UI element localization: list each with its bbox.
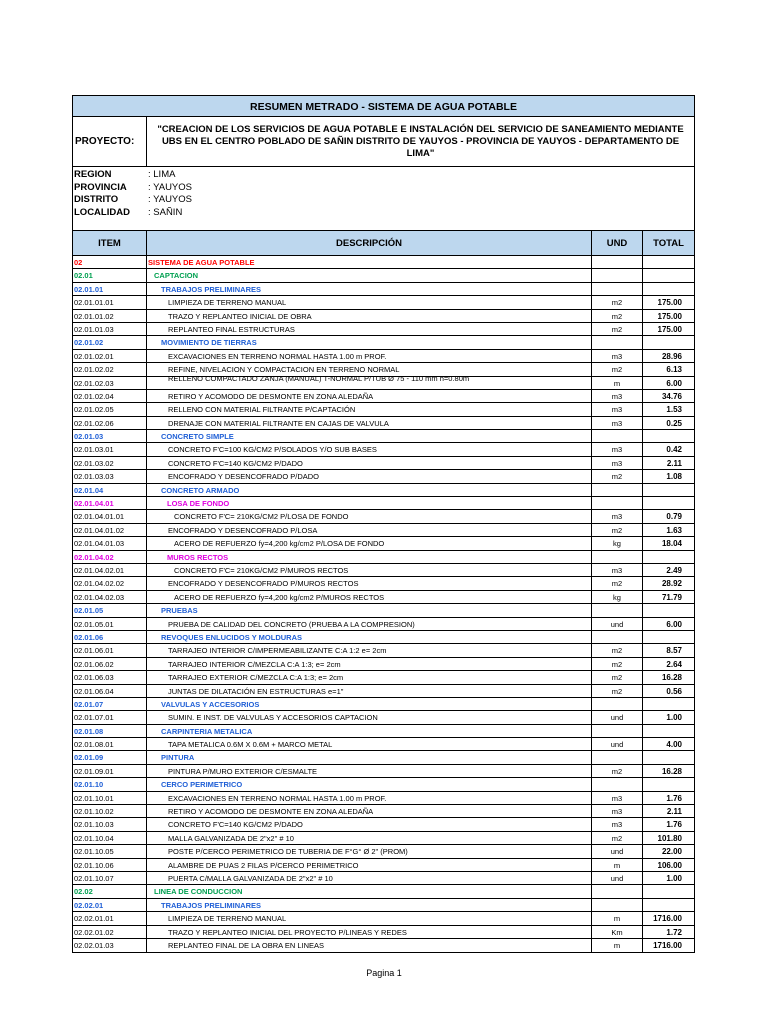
- table-row: [73, 377, 694, 390]
- cell-item: 02.01.03.02: [73, 457, 147, 469]
- description-text: RELLENO COMPACTADO ZANJA (MANUAL) T-NORMAL P/TUB Ø 75 - 110 mm h=0.80m: [168, 376, 470, 383]
- cell-item: 02.02.01.02: [73, 926, 147, 938]
- cell-item: 02.01.02.04: [73, 390, 147, 402]
- cell-item: 02.01.05: [73, 604, 147, 616]
- cell-total: 1.00: [666, 713, 682, 723]
- table-row: [73, 765, 694, 778]
- table-row: [73, 671, 694, 684]
- cell-unit: und: [592, 738, 643, 750]
- table-row: [73, 885, 694, 898]
- location-value: : LIMA: [148, 169, 176, 180]
- header-description: DESCRIPCIÓN: [147, 231, 592, 255]
- metrado-sheet: [72, 95, 695, 953]
- table-row: [73, 484, 694, 497]
- cell-item: 02.01.09: [73, 751, 147, 763]
- cell-total: 71.79: [661, 592, 682, 602]
- cell-item: 02.01.01.01: [73, 296, 147, 308]
- cell-total: 175.00: [657, 298, 682, 308]
- cell-total: [643, 778, 694, 790]
- cell-description: LIMPIEZA DE TERRENO MANUAL: [147, 912, 592, 924]
- cell-item: 02.01.06.02: [73, 658, 147, 670]
- cell-description: MALLA GALVANIZADA DE 2"x2" # 10: [147, 832, 592, 844]
- cell-description: PINTURA: [147, 751, 592, 763]
- cell-total: 1716.00: [653, 914, 682, 924]
- table-row: [73, 564, 694, 577]
- cell-item: 02.01.01.03: [73, 323, 147, 335]
- cell-unit: [592, 484, 643, 496]
- cell-unit: m2: [592, 470, 643, 482]
- table-row: [73, 926, 694, 939]
- header-total: TOTAL: [653, 237, 684, 249]
- cell-total: 1716.00: [653, 940, 682, 950]
- cell-description: REPLANTEO FINAL DE LA OBRA EN LINEAS: [147, 939, 592, 952]
- cell-total: 2.49: [666, 565, 682, 575]
- cell-description: CERCO PERIMETRICO: [147, 778, 592, 790]
- cell-description: CARPINTERIA METALICA: [147, 725, 592, 737]
- table-row: [73, 685, 694, 698]
- table-row: [73, 751, 694, 764]
- table-row: [73, 939, 694, 952]
- cell-unit: und: [592, 618, 643, 630]
- table-row: [73, 725, 694, 738]
- cell-description: TARRAJEO EXTERIOR C/MEZCLA C:A 1:3; e= 2cm: [147, 671, 592, 683]
- cell-unit: [592, 899, 643, 911]
- location-block: [72, 167, 695, 231]
- cell-unit: [592, 336, 643, 348]
- cell-total: 2.11: [666, 807, 682, 817]
- table-body: [72, 256, 695, 953]
- cell-total: [643, 269, 694, 281]
- cell-unit: m: [592, 912, 643, 924]
- cell-item: 02.01.04.01.03: [73, 537, 147, 549]
- table-row: [73, 845, 694, 858]
- cell-description: CONCRETO F'C= 210KG/CM2 P/LOSA DE FONDO: [147, 510, 592, 522]
- cell-unit: m2: [592, 310, 643, 322]
- cell-item: 02.01.03: [73, 430, 147, 442]
- cell-description: ACERO DE REFUERZO fy=4,200 kg/cm2 P/MUROS RECTOS: [147, 591, 592, 603]
- cell-item: 02.01.04.01: [73, 497, 147, 509]
- cell-total: 1.76: [666, 820, 682, 830]
- cell-unit: m2: [592, 577, 643, 589]
- table-row: [73, 818, 694, 831]
- cell-description: SUMIN. E INST. DE VALVULAS Y ACCESORIOS CAPTACION: [147, 711, 592, 723]
- cell-total: [643, 751, 694, 763]
- cell-unit: m: [592, 377, 643, 389]
- cell-total: 34.76: [661, 391, 682, 401]
- table-row: [73, 618, 694, 631]
- cell-total: 101.80: [657, 833, 682, 843]
- sheet-title: RESUMEN METRADO - SISTEMA DE AGUA POTABLE: [72, 95, 695, 117]
- cell-unit: m3: [592, 417, 643, 429]
- table-row: [73, 256, 694, 269]
- cell-unit: und: [592, 845, 643, 857]
- location-key: PROVINCIA: [74, 181, 127, 193]
- cell-total: 2.11: [666, 458, 682, 468]
- cell-total: 0.25: [666, 418, 682, 428]
- cell-description: TAPA METALICA 0.6M X 0.6M + MARCO METAL: [147, 738, 592, 750]
- table-row: [73, 778, 694, 791]
- cell-unit: m3: [592, 457, 643, 469]
- cell-unit: m2: [592, 524, 643, 536]
- cell-description: CONCRETO F'C=140 KG/CM2 P/DADO: [147, 818, 592, 830]
- cell-unit: [592, 551, 643, 563]
- project-text: "CREACION DE LOS SERVICIOS DE AGUA POTABLE E INSTALACIÓN DEL SERVICIO DE SANEAMIENTO MEDIANTE UBS EN EL CENTRO POBLADO DE SAÑIN DISTRITO DE YAUYOS - PROVINCIA DE YAUYOS - DEPARTAMENTO DE LIMA": [157, 123, 684, 159]
- cell-description: [147, 377, 592, 389]
- cell-item: 02.01.08.01: [73, 738, 147, 750]
- cell-item: 02.01.02: [73, 336, 147, 348]
- cell-unit: m2: [592, 671, 643, 683]
- cell-total: 1.63: [666, 525, 682, 535]
- cell-total: [643, 604, 694, 616]
- cell-unit: [592, 430, 643, 442]
- cell-item: 02.01.10.02: [73, 805, 147, 817]
- cell-unit: und: [592, 872, 643, 884]
- cell-item: 02.01.01.02: [73, 310, 147, 322]
- cell-item: 02.02.01: [73, 899, 147, 911]
- cell-description: ALAMBRE DE PUAS 2 FILAS P/CERCO PERIMETRICO: [147, 859, 592, 871]
- table-row: [73, 417, 694, 430]
- cell-description: ACERO DE REFUERZO fy=4,200 kg/cm2 P/LOSA DE FONDO: [147, 537, 592, 549]
- cell-total: 6.13: [666, 365, 682, 375]
- cell-description: LINEA DE CONDUCCION: [147, 885, 592, 897]
- table-row: [73, 658, 694, 671]
- cell-description: ENCOFRADO Y DESENCOFRADO P/DADO: [147, 470, 592, 482]
- cell-unit: m3: [592, 792, 643, 804]
- cell-total: 0.56: [666, 686, 682, 696]
- cell-item: 02.01.08: [73, 725, 147, 737]
- cell-total: [643, 336, 694, 348]
- cell-total: [643, 256, 694, 268]
- cell-unit: m3: [592, 564, 643, 576]
- cell-unit: [592, 283, 643, 295]
- cell-total: 1.08: [666, 472, 682, 482]
- cell-unit: [592, 698, 643, 710]
- cell-item: 02.01.04: [73, 484, 147, 496]
- cell-unit: m: [592, 859, 643, 871]
- cell-unit: [592, 497, 643, 509]
- table-row: [73, 551, 694, 564]
- table-row: [73, 591, 694, 604]
- location-value: : SAÑIN: [148, 206, 183, 218]
- cell-total: [643, 283, 694, 295]
- cell-unit: m3: [592, 403, 643, 415]
- cell-item: 02.01.10.04: [73, 832, 147, 844]
- table-row: [73, 698, 694, 711]
- cell-item: 02.02.01.01: [73, 912, 147, 924]
- cell-unit: m2: [592, 765, 643, 777]
- cell-unit: und: [592, 711, 643, 723]
- cell-unit: m: [592, 939, 643, 952]
- cell-item: 02.01.04.02.03: [73, 591, 147, 603]
- cell-description: TRABAJOS PRELIMINARES: [147, 283, 592, 295]
- cell-item: 02.01.09.01: [73, 765, 147, 777]
- cell-total: 18.04: [661, 539, 682, 549]
- table-row: [73, 537, 694, 550]
- cell-description: MUROS RECTOS: [147, 551, 592, 563]
- cell-unit: m3: [592, 350, 643, 362]
- table-row: [73, 711, 694, 724]
- cell-description: CAPTACION: [147, 269, 592, 281]
- project-label: PROYECTO:: [73, 117, 147, 166]
- cell-unit: m3: [592, 805, 643, 817]
- cell-item: 02.01.04.02.02: [73, 577, 147, 589]
- cell-description: PRUEBA DE CALIDAD DEL CONCRETO (PRUEBA A LA COMPRESION): [147, 618, 592, 630]
- cell-description: POSTE P/CERCO PERIMETRICO DE TUBERIA DE F°G° Ø 2" (PROM): [147, 845, 592, 857]
- table-row: [73, 631, 694, 644]
- cell-item: 02.01.02.01: [73, 350, 147, 362]
- table-row: [73, 283, 694, 296]
- cell-description: SISTEMA DE AGUA POTABLE: [147, 256, 592, 268]
- cell-item: 02.01: [73, 269, 147, 281]
- table-row: [73, 390, 694, 403]
- location-row: [73, 169, 694, 182]
- cell-item: 02.01.06: [73, 631, 147, 643]
- table-row: [73, 644, 694, 657]
- cell-description: LOSA DE FONDO: [147, 497, 592, 509]
- cell-unit: m2: [592, 685, 643, 697]
- table-row: [73, 738, 694, 751]
- cell-unit: m3: [592, 390, 643, 402]
- cell-item: 02.01.02.05: [73, 403, 147, 415]
- header-unit: UND: [592, 231, 643, 255]
- cell-item: 02.01.10.07: [73, 872, 147, 884]
- cell-description: CONCRETO F'C= 210KG/CM2 P/MUROS RECTOS: [147, 564, 592, 576]
- location-value: : YAUYOS: [148, 181, 192, 193]
- cell-item: 02: [73, 256, 147, 268]
- cell-item: 02.01.04.01.01: [73, 510, 147, 522]
- table-row: [73, 269, 694, 282]
- location-key: DISTRITO: [74, 194, 119, 205]
- cell-description: PUERTA C/MALLA GALVANIZADA DE 2"x2" # 10: [147, 872, 592, 884]
- cell-description: TARRAJEO INTERIOR C/IMPERMEABILIZANTE C:A 1:2 e= 2cm: [147, 644, 592, 656]
- cell-item: 02.01.04.02.01: [73, 564, 147, 576]
- cell-total: [643, 885, 694, 897]
- cell-total: 6.00: [666, 619, 682, 629]
- cell-item: 02.01.02.03: [73, 377, 147, 389]
- cell-total: 0.79: [666, 512, 682, 522]
- cell-item: 02.01.10: [73, 778, 147, 790]
- cell-item: 02.01.06.03: [73, 671, 147, 683]
- table-row: [73, 832, 694, 845]
- cell-item: 02.01.04.02: [73, 551, 147, 563]
- cell-total: 6.00: [666, 378, 682, 388]
- cell-total: 106.00: [657, 860, 682, 870]
- cell-total: 1.72: [666, 927, 682, 937]
- cell-description: RETIRO Y ACOMODO DE DESMONTE EN ZONA ALEDAÑA: [147, 390, 592, 402]
- cell-description: TARRAJEO INTERIOR C/MEZCLA C:A 1:3; e= 2cm: [147, 658, 592, 670]
- cell-item: 02.01.01: [73, 283, 147, 295]
- cell-total: [643, 551, 694, 563]
- table-row: [73, 805, 694, 818]
- location-row: [73, 207, 694, 220]
- cell-unit: m3: [592, 510, 643, 522]
- cell-total: [643, 725, 694, 737]
- cell-item: 02.01.10.06: [73, 859, 147, 871]
- cell-total: [643, 899, 694, 911]
- cell-total: 22.00: [661, 847, 682, 857]
- cell-total: [643, 484, 694, 496]
- cell-unit: m3: [592, 443, 643, 455]
- table-row: [73, 497, 694, 510]
- cell-unit: m3: [592, 818, 643, 830]
- cell-description: TRABAJOS PRELIMINARES: [147, 899, 592, 911]
- cell-total: [643, 430, 694, 442]
- cell-item: 02.01.07.01: [73, 711, 147, 723]
- cell-total: 8.57: [666, 646, 682, 656]
- table-row: [73, 510, 694, 523]
- cell-item: 02.02.01.03: [73, 939, 147, 952]
- cell-description: REVOQUES ENLUCIDOS Y MOLDURAS: [147, 631, 592, 643]
- cell-total: [643, 497, 694, 509]
- cell-total: 2.64: [666, 659, 682, 669]
- cell-unit: [592, 269, 643, 281]
- cell-description: DRENAJE CON MATERIAL FILTRANTE EN CAJAS DE VALVULA: [147, 417, 592, 429]
- cell-description: LIMPIEZA DE TERRENO MANUAL: [147, 296, 592, 308]
- table-header: [72, 231, 695, 256]
- cell-description: PINTURA P/MURO EXTERIOR C/ESMALTE: [147, 765, 592, 777]
- cell-unit: [592, 778, 643, 790]
- cell-total: 4.00: [666, 740, 682, 750]
- cell-item: 02.01.06.04: [73, 685, 147, 697]
- cell-description: PRUEBAS: [147, 604, 592, 616]
- cell-item: 02.01.10.05: [73, 845, 147, 857]
- cell-description: TRAZO Y REPLANTEO INICIAL DEL PROYECTO P/LINEAS Y REDES: [147, 926, 592, 938]
- cell-total: 1.00: [666, 873, 682, 883]
- cell-item: 02.01.05.01: [73, 618, 147, 630]
- cell-item: 02.01.04.01.02: [73, 524, 147, 536]
- table-row: [73, 323, 694, 336]
- cell-unit: [592, 751, 643, 763]
- location-key: LOCALIDAD: [74, 206, 130, 218]
- cell-unit: kg: [592, 537, 643, 549]
- table-row: [73, 792, 694, 805]
- table-row: [73, 310, 694, 323]
- location-row: [73, 194, 694, 207]
- cell-total: [643, 631, 694, 643]
- cell-unit: [592, 631, 643, 643]
- cell-description: CONCRETO F'C=100 KG/CM2 P/SOLADOS Y/O SUB BASES: [147, 443, 592, 455]
- table-row: [73, 296, 694, 309]
- cell-description: TRAZO Y REPLANTEO INICIAL DE OBRA: [147, 310, 592, 322]
- cell-total: 1.53: [666, 405, 682, 415]
- cell-description: JUNTAS DE DILATACIÓN EN ESTRUCTURAS e=1": [147, 685, 592, 697]
- cell-unit: m2: [592, 296, 643, 308]
- cell-description: MOVIMIENTO DE TIERRAS: [147, 336, 592, 348]
- table-row: [73, 899, 694, 912]
- cell-item: 02.02: [73, 885, 147, 897]
- cell-description: REFINE, NIVELACION Y COMPACTACION EN TERRENO NORMAL: [147, 363, 592, 375]
- page-footer: Pagina 1: [366, 968, 402, 978]
- location-key: REGION: [74, 169, 112, 180]
- cell-unit: [592, 885, 643, 897]
- cell-description: VALVULAS Y ACCESORIOS: [147, 698, 592, 710]
- table-row: [73, 350, 694, 363]
- table-row: [73, 859, 694, 872]
- cell-description: REPLANTEO FINAL ESTRUCTURAS: [147, 323, 592, 335]
- cell-total: [643, 698, 694, 710]
- table-row: [73, 403, 694, 416]
- cell-total: 16.28: [661, 766, 682, 776]
- cell-description: RELLENO CON MATERIAL FILTRANTE P/CAPTACIÓN: [147, 403, 592, 415]
- location-value: : YAUYOS: [148, 194, 192, 205]
- cell-total: 16.28: [661, 673, 682, 683]
- cell-total: 0.42: [666, 445, 682, 455]
- table-row: [73, 443, 694, 456]
- cell-item: 02.01.06.01: [73, 644, 147, 656]
- cell-total: 28.92: [661, 579, 682, 589]
- cell-unit: [592, 256, 643, 268]
- cell-description: ENCOFRADO Y DESENCOFRADO P/MUROS RECTOS: [147, 577, 592, 589]
- cell-unit: m2: [592, 644, 643, 656]
- cell-total: 1.76: [666, 793, 682, 803]
- cell-unit: [592, 725, 643, 737]
- table-row: [73, 912, 694, 925]
- cell-total: 175.00: [657, 324, 682, 334]
- cell-item: 02.01.02.02: [73, 363, 147, 375]
- project-row: [72, 117, 695, 167]
- table-row: [73, 430, 694, 443]
- table-row: [73, 872, 694, 885]
- table-row: [73, 577, 694, 590]
- cell-description: EXCAVACIONES EN TERRENO NORMAL HASTA 1.00 m PROF.: [147, 792, 592, 804]
- cell-total: 175.00: [657, 311, 682, 321]
- cell-unit: m2: [592, 658, 643, 670]
- cell-item: 02.01.03.01: [73, 443, 147, 455]
- cell-unit: Km: [592, 926, 643, 938]
- table-row: [73, 457, 694, 470]
- header-item: ITEM: [73, 231, 147, 255]
- cell-unit: m2: [592, 363, 643, 375]
- cell-unit: kg: [592, 591, 643, 603]
- table-row: [73, 336, 694, 349]
- table-row: [73, 470, 694, 483]
- cell-description: CONCRETO F'C=140 KG/CM2 P/DADO: [147, 457, 592, 469]
- table-row: [73, 604, 694, 617]
- cell-description: EXCAVACIONES EN TERRENO NORMAL HASTA 1.00 m PROF.: [147, 350, 592, 362]
- cell-unit: m2: [592, 323, 643, 335]
- cell-description: ENCOFRADO Y DESENCOFRADO P/LOSA: [147, 524, 592, 536]
- cell-item: 02.01.02.06: [73, 417, 147, 429]
- cell-total: 28.96: [661, 351, 682, 361]
- cell-description: RETIRO Y ACOMODO DE DESMONTE EN ZONA ALEDAÑA: [147, 805, 592, 817]
- cell-unit: [592, 604, 643, 616]
- cell-item: 02.01.03.03: [73, 470, 147, 482]
- cell-unit: m2: [592, 832, 643, 844]
- cell-item: 02.01.07: [73, 698, 147, 710]
- location-row: [73, 182, 694, 195]
- cell-description: CONCRETO SIMPLE: [147, 430, 592, 442]
- cell-description: CONCRETO ARMADO: [147, 484, 592, 496]
- table-row: [73, 524, 694, 537]
- cell-item: 02.01.10.01: [73, 792, 147, 804]
- cell-item: 02.01.10.03: [73, 818, 147, 830]
- table-row: [73, 363, 694, 376]
